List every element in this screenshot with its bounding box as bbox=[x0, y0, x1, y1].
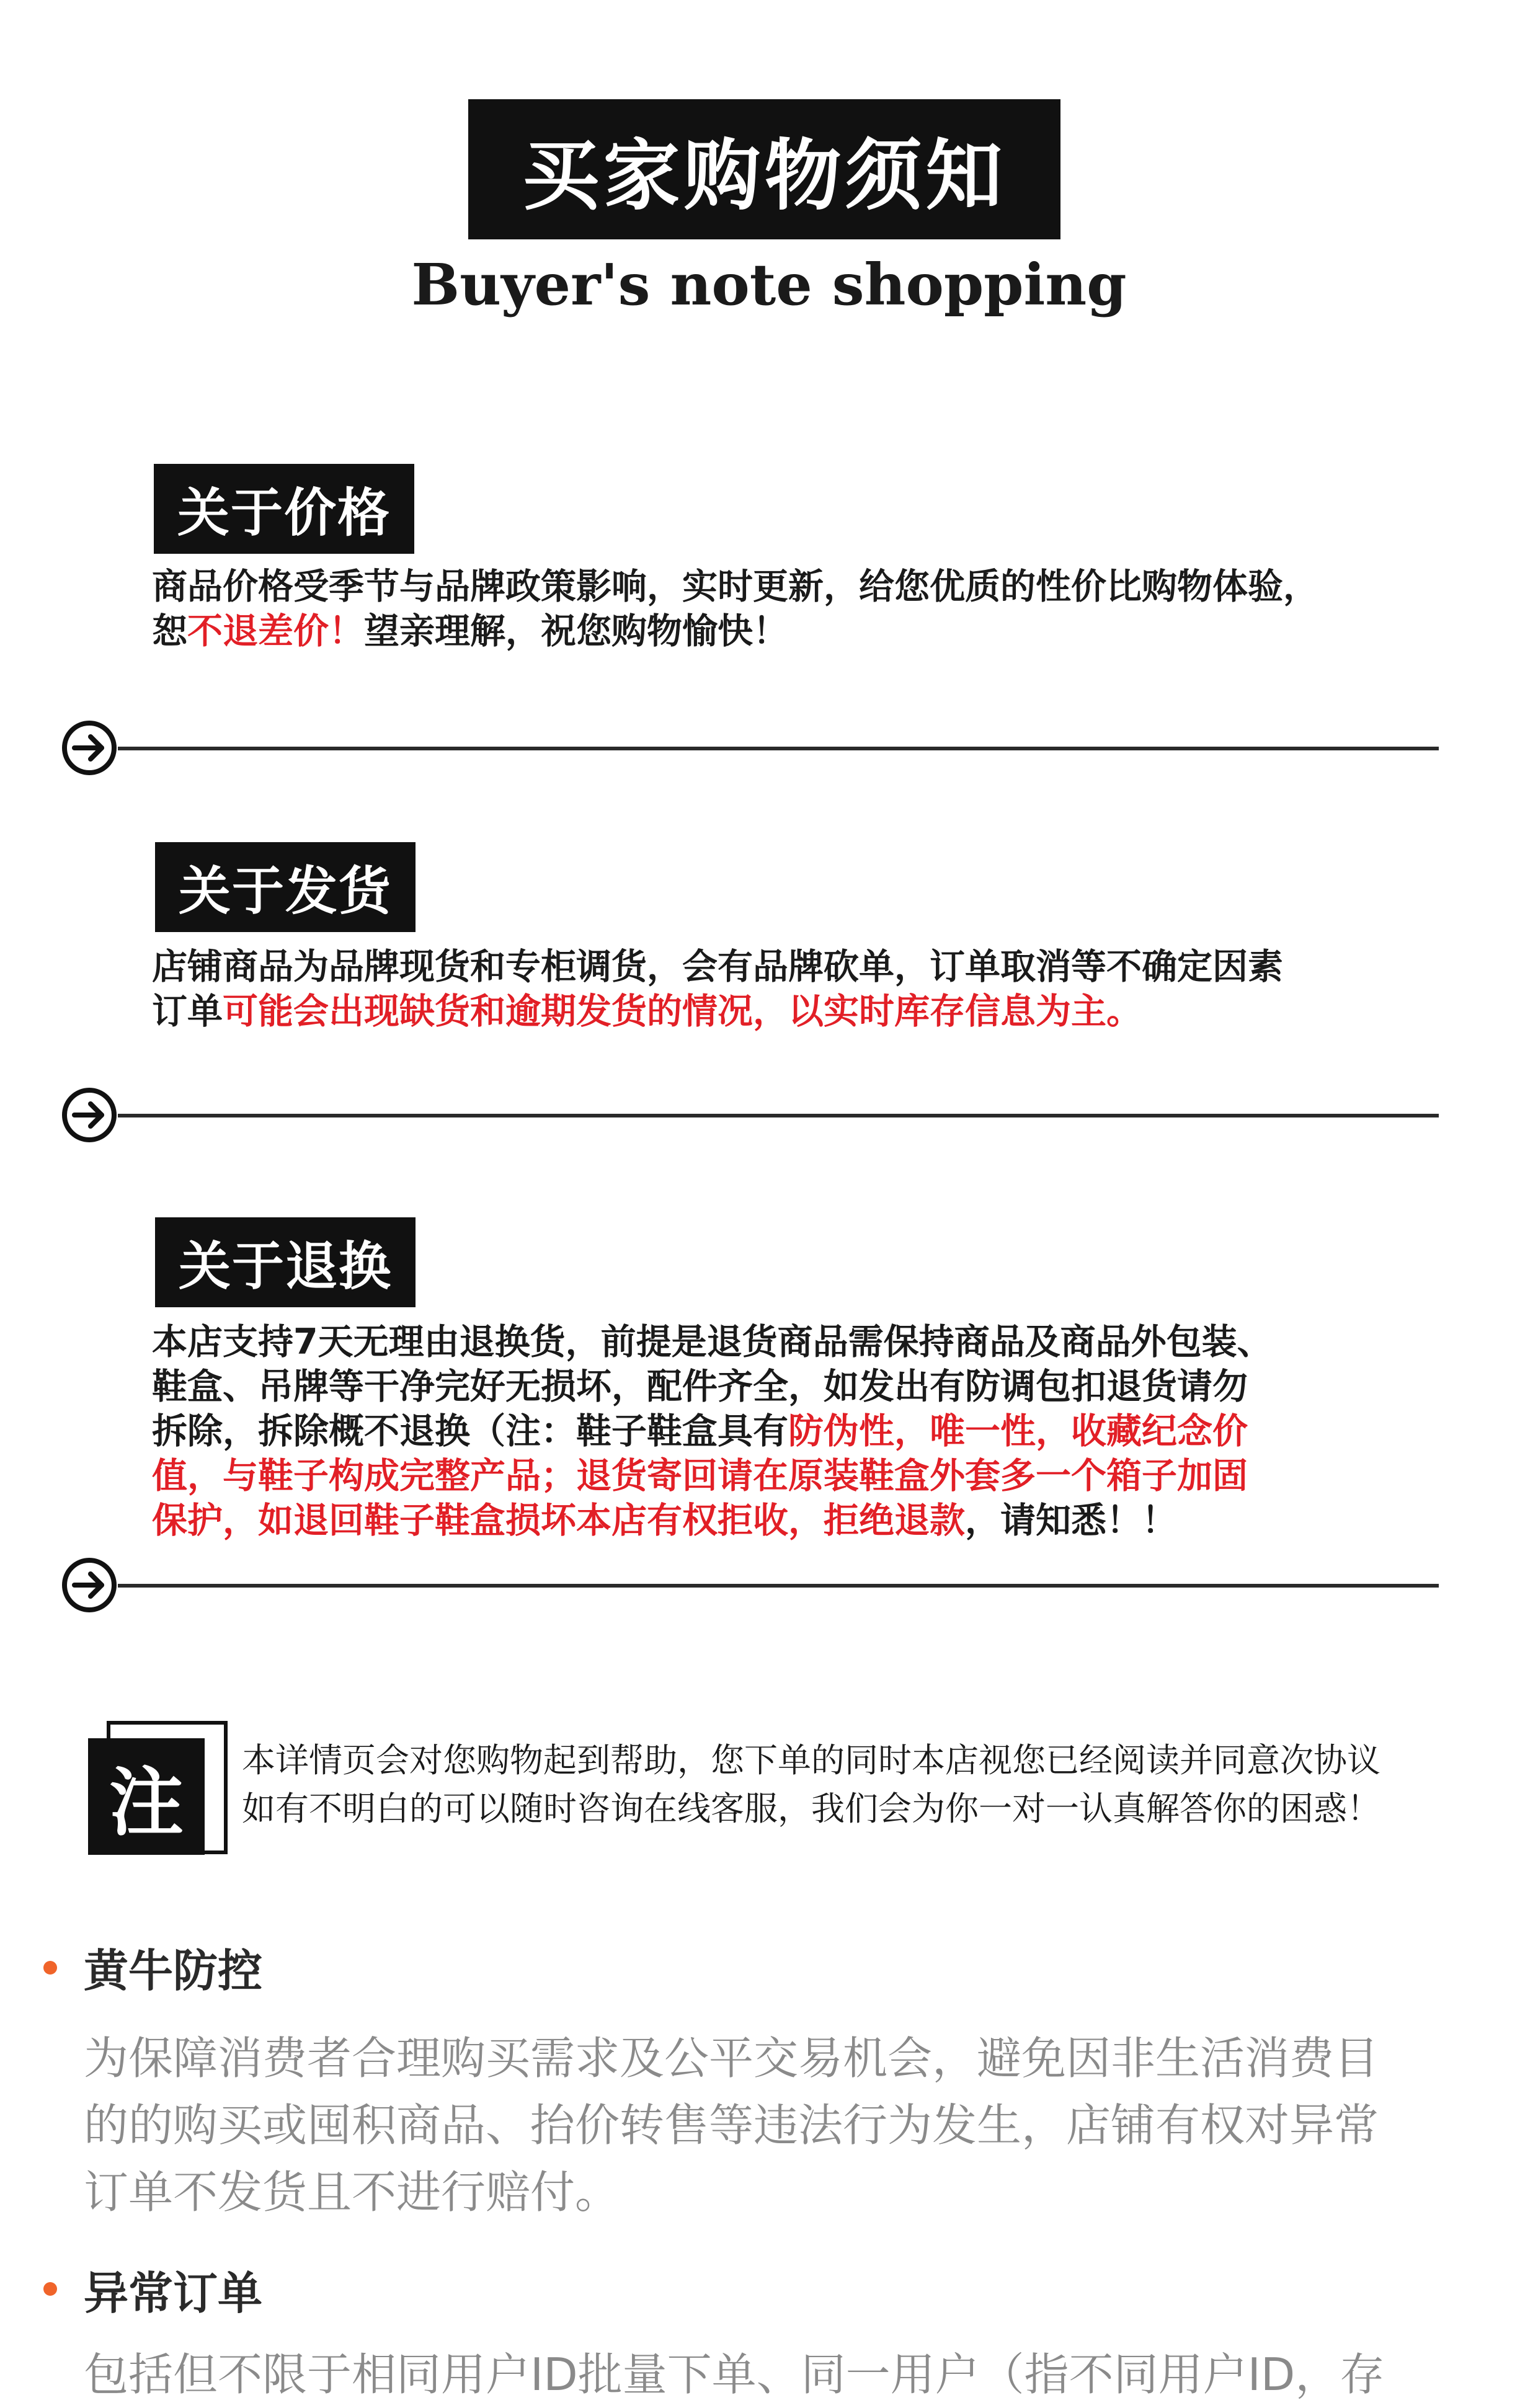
section-tag-shipping bbox=[155, 842, 416, 932]
divider-line bbox=[118, 1584, 1439, 1588]
body-text: 鞋盒、吊牌等干净完好无损坏，配件齐全，如发出有防调包扣退货请勿 bbox=[152, 1366, 1248, 1407]
section-divider bbox=[61, 1086, 1439, 1148]
page-subtitle: Buyer's note shopping bbox=[411, 251, 1127, 318]
section-divider bbox=[61, 719, 1439, 781]
title-banner bbox=[468, 99, 1060, 239]
body-text: ，请知悉！！ bbox=[965, 1500, 1177, 1541]
note-line: 本详情页会对您购物起到帮助，您下单的同时本店视您已经阅读并同意次协议 bbox=[242, 1741, 1380, 1780]
highlight-text: 可能会出现缺货和逾期发货的情况，以实时库存信息为主。 bbox=[223, 991, 1142, 1032]
body-text: 本店支持7天无理由退换货，前提是退货商品需保持商品及商品外包装、 bbox=[152, 1322, 1273, 1362]
body-text: 恕 bbox=[152, 611, 187, 652]
highlight-text: 不退差价！ bbox=[187, 611, 364, 652]
body-text: 订单 bbox=[152, 991, 223, 1032]
divider-line bbox=[118, 747, 1439, 750]
section-tag-label: 关于发货 bbox=[178, 861, 392, 922]
arrow-right-circle-icon bbox=[61, 719, 118, 776]
section-line bbox=[152, 1320, 1273, 1364]
body-text: 商品价格受季节与品牌政策影响，实时更新，给您优质的性价比购物体验， bbox=[152, 566, 1318, 607]
body-text: 望亲理解，祝您购物愉快！ bbox=[364, 611, 788, 652]
bullet-line: 包括但不限于相同用户ID批量下单、同一用户（指不同用户ID，存 bbox=[84, 2348, 1385, 2401]
note-line: 如有不明白的可以随时咨询在线客服，我们会为你一对一认真解答你的困惑！ bbox=[242, 1789, 1380, 1828]
section-line bbox=[152, 564, 1318, 609]
bullet-text-scalper bbox=[84, 2025, 1379, 2226]
divider-line bbox=[118, 1114, 1439, 1117]
section-text-price bbox=[152, 564, 1318, 654]
bullet-line: 的的购买或囤积商品、抬价转售等违法行为发生，店铺有权对异常 bbox=[84, 2099, 1379, 2151]
section-tag-label: 关于价格 bbox=[177, 482, 391, 543]
bullet-dot bbox=[43, 2282, 57, 2296]
bullet-title-abnormal-order: 异常订单 bbox=[84, 2267, 263, 2319]
section-text-returns bbox=[152, 1320, 1273, 1543]
highlight-text: 保护，如退回鞋子鞋盒损坏本店有权拒收，拒绝退款 bbox=[152, 1500, 965, 1541]
note-badge-fill bbox=[88, 1738, 205, 1855]
section-line bbox=[152, 1364, 1273, 1409]
section-line bbox=[152, 1498, 1273, 1543]
section-line bbox=[152, 989, 1283, 1034]
arrow-right-circle-icon bbox=[61, 1557, 118, 1614]
section-tag-returns bbox=[155, 1217, 416, 1307]
bullet-line: 为保障消费者合理购买需求及公平交易机会，避免因非生活消费目 bbox=[84, 2032, 1379, 2084]
note-text bbox=[242, 1736, 1380, 1833]
body-text: 拆除，拆除概不退换（注：鞋子鞋盒具有 bbox=[152, 1411, 788, 1452]
section-divider bbox=[61, 1557, 1439, 1619]
section-line bbox=[152, 944, 1283, 989]
note-badge-label: 注 bbox=[109, 1760, 184, 1846]
bullet-line: 订单不发货且不进行赔付。 bbox=[84, 2166, 620, 2218]
section-line bbox=[152, 1454, 1273, 1498]
section-tag-label: 关于退换 bbox=[178, 1236, 392, 1297]
arrow-right-circle-icon bbox=[61, 1086, 118, 1144]
body-text: 店铺商品为品牌现货和专柜调货，会有品牌砍单，订单取消等不确定因素 bbox=[152, 946, 1283, 987]
section-line bbox=[152, 1409, 1273, 1454]
highlight-text: 值，与鞋子构成完整产品；退货寄回请在原装鞋盒外套多一个箱子加固 bbox=[152, 1455, 1248, 1496]
highlight-text: 防伪性，唯一性，收藏纪念价 bbox=[788, 1411, 1248, 1452]
bullet-title-scalper: 黄牛防控 bbox=[84, 1945, 263, 1997]
note-badge bbox=[88, 1721, 231, 1857]
section-line bbox=[152, 609, 1318, 654]
bullet-text-abnormal-order bbox=[84, 2341, 1384, 2408]
section-tag-price bbox=[154, 464, 414, 554]
bullet-dot bbox=[43, 1961, 57, 1975]
section-text-shipping bbox=[152, 944, 1283, 1034]
page-title: 买家购物须知 bbox=[522, 131, 1007, 221]
